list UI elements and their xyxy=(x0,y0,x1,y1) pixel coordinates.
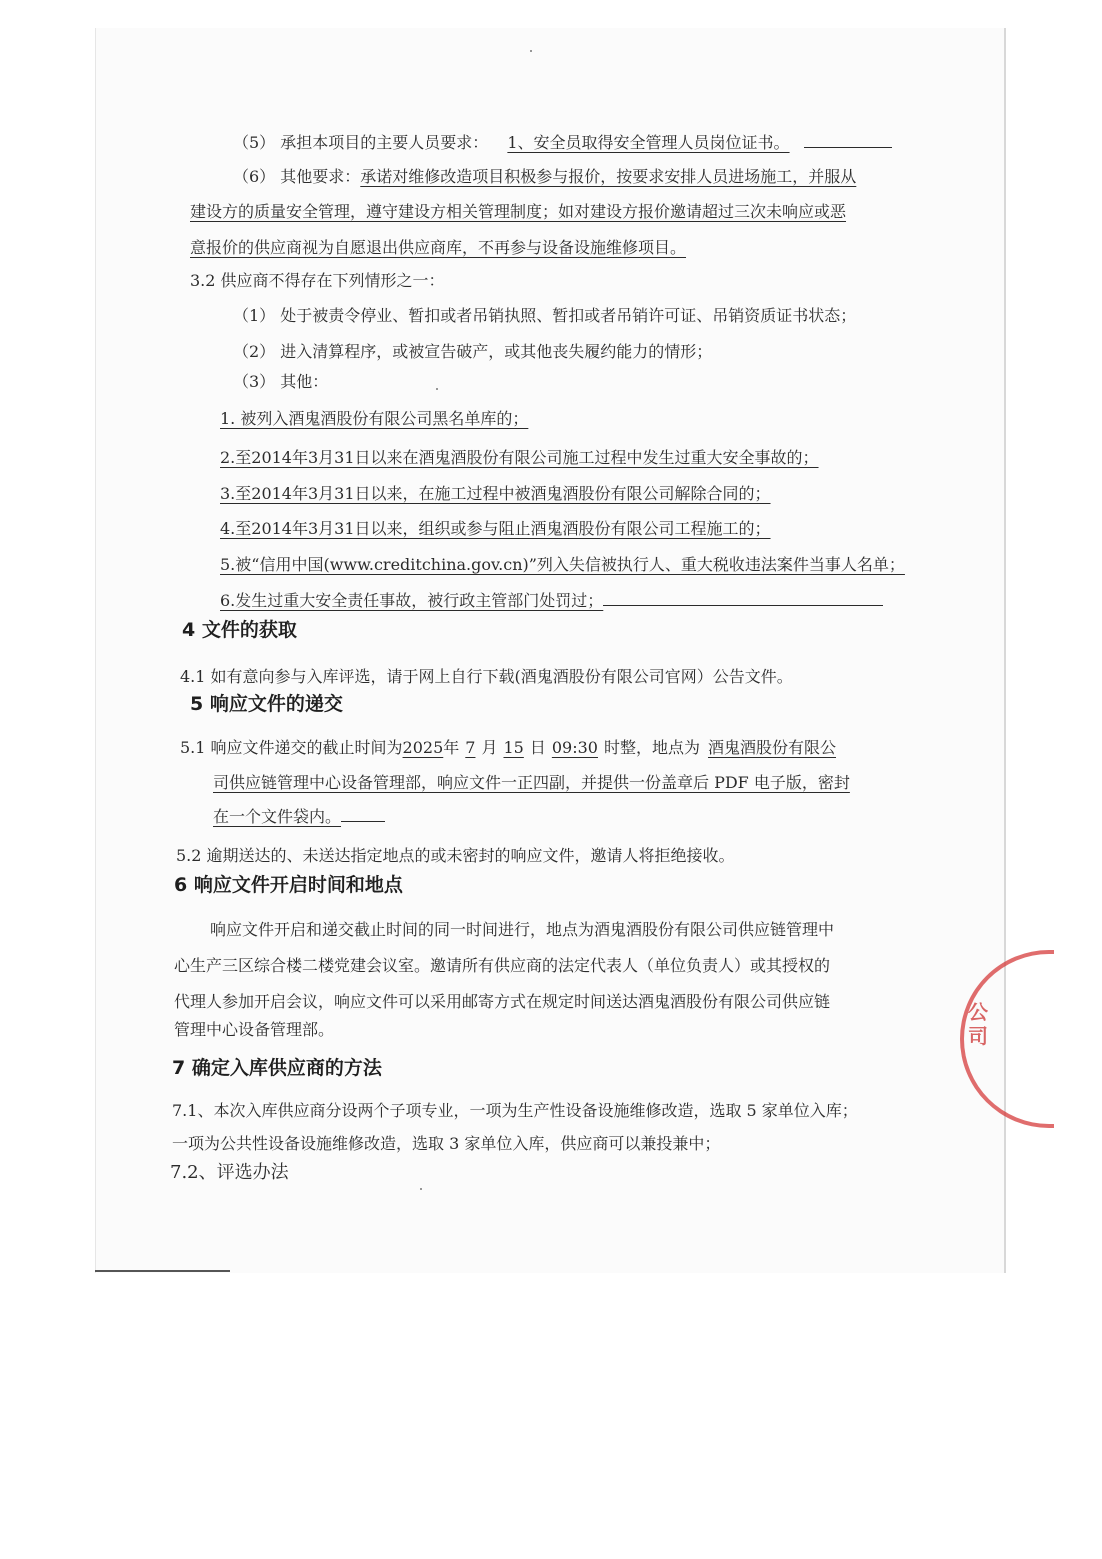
section-5-heading: 5 响应文件的递交 xyxy=(190,693,343,715)
scan-edge xyxy=(95,1270,230,1272)
speck xyxy=(420,1188,422,1190)
item-5: （5） 承担本项目的主要人员要求： 1、安全员取得安全管理人员岗位证书。 xyxy=(233,131,892,154)
speck xyxy=(436,388,438,390)
section-7-line: 一项为公共性设备设施维修改造，选取 3 家单位入库，供应商可以兼投兼中； xyxy=(172,1134,721,1153)
item-6-line-1: （6） 其他要求：承诺对维修改造项目积极参与报价，按要求安排人员进场施工，并服从 xyxy=(233,167,857,186)
condition-2: （2） 进入清算程序，或被宣告破产，或其他丧失履约能力的情形； xyxy=(233,342,713,361)
section-5-1-line-1: 5.1 响应文件递交的截止时间为2025年 7 月 15 日 09:30 时整，地点为 酒鬼酒股份有限公 xyxy=(180,738,836,757)
section-5-1-line-2: 司供应链管理中心设备管理部，响应文件一正四副，并提供一份盖章后 PDF 电子版，密封 xyxy=(213,773,850,792)
item-6-line-3: 意报价的供应商视为自愿退出供应商库，不再参与设备设施维修项目。 xyxy=(190,238,687,257)
item-6-line-2: 建设方的质量安全管理，遵守建设方相关管理制度；如对建设方报价邀请超过三次未响应或恶 xyxy=(190,202,847,221)
section-5-2: 5.2 逾期送达的、未送达指定地点的或未密封的响应文件，邀请人将拒绝接收。 xyxy=(176,846,735,865)
condition-1: （1） 处于被责令停业、暂扣或者吊销执照、暂扣或者吊销许可证、吊销资质证书状态； xyxy=(233,306,857,325)
section-6-line: 响应文件开启和递交截止时间的同一时间进行，地点为酒鬼酒股份有限公司供应链管理中 xyxy=(210,920,835,939)
section-6-line: 代理人参加开启会议，响应文件可以采用邮寄方式在规定时间送达酒鬼酒股份有限公司供应链 xyxy=(174,992,831,1011)
section-7-2: 7.2、评选办法 xyxy=(170,1162,289,1183)
speck xyxy=(530,50,532,52)
section-6-heading: 6 响应文件开启时间和地点 xyxy=(174,874,403,896)
section-4-1: 4.1 如有意向参与入库评选，请于网上自行下载(酒鬼酒股份有限公司官网）公告文件。 xyxy=(180,667,793,686)
company-seal-text: 公司 xyxy=(968,1000,988,1048)
condition-3: （3） 其他： xyxy=(233,372,329,391)
other-item: 4.至2014年3月31日以来，组织或参与阻止酒鬼酒股份有限公司工程施工的； xyxy=(220,519,771,538)
section-7-heading: 7 确定入库供应商的方法 xyxy=(172,1057,382,1079)
section-6-line: 心生产三区综合楼二楼党建会议室。邀请所有供应商的法定代表人（单位负责人）或其授权的 xyxy=(174,956,831,975)
other-item: 3.至2014年3月31日以来，在施工过程中被酒鬼酒股份有限公司解除合同的； xyxy=(220,484,771,503)
other-item: 5.被“信用中国(www.creditchina.gov.cn)”列入失信被执行人、重大税收违法案件当事人名单； xyxy=(220,555,905,574)
other-item: 6.发生过重大安全责任事故，被行政主管部门处罚过； xyxy=(220,589,883,612)
other-item: 2.至2014年3月31日以来在酒鬼酒股份有限公司施工过程中发生过重大安全事故的； xyxy=(220,448,819,467)
section-3-2-heading: 3.2 供应商不得存在下列情形之一： xyxy=(190,271,445,290)
other-item: 1. 被列入酒鬼酒股份有限公司黑名单库的； xyxy=(220,409,529,428)
section-4-heading: 4 文件的获取 xyxy=(182,619,297,641)
section-7-line: 7.1、本次入库供应商分设两个子项专业，一项为生产性设备设施维修改造，选取 5 家单位入库； xyxy=(172,1101,858,1120)
section-6-line: 管理中心设备管理部。 xyxy=(174,1020,335,1039)
section-5-1-line-3: 在一个文件袋内。 xyxy=(213,805,385,828)
